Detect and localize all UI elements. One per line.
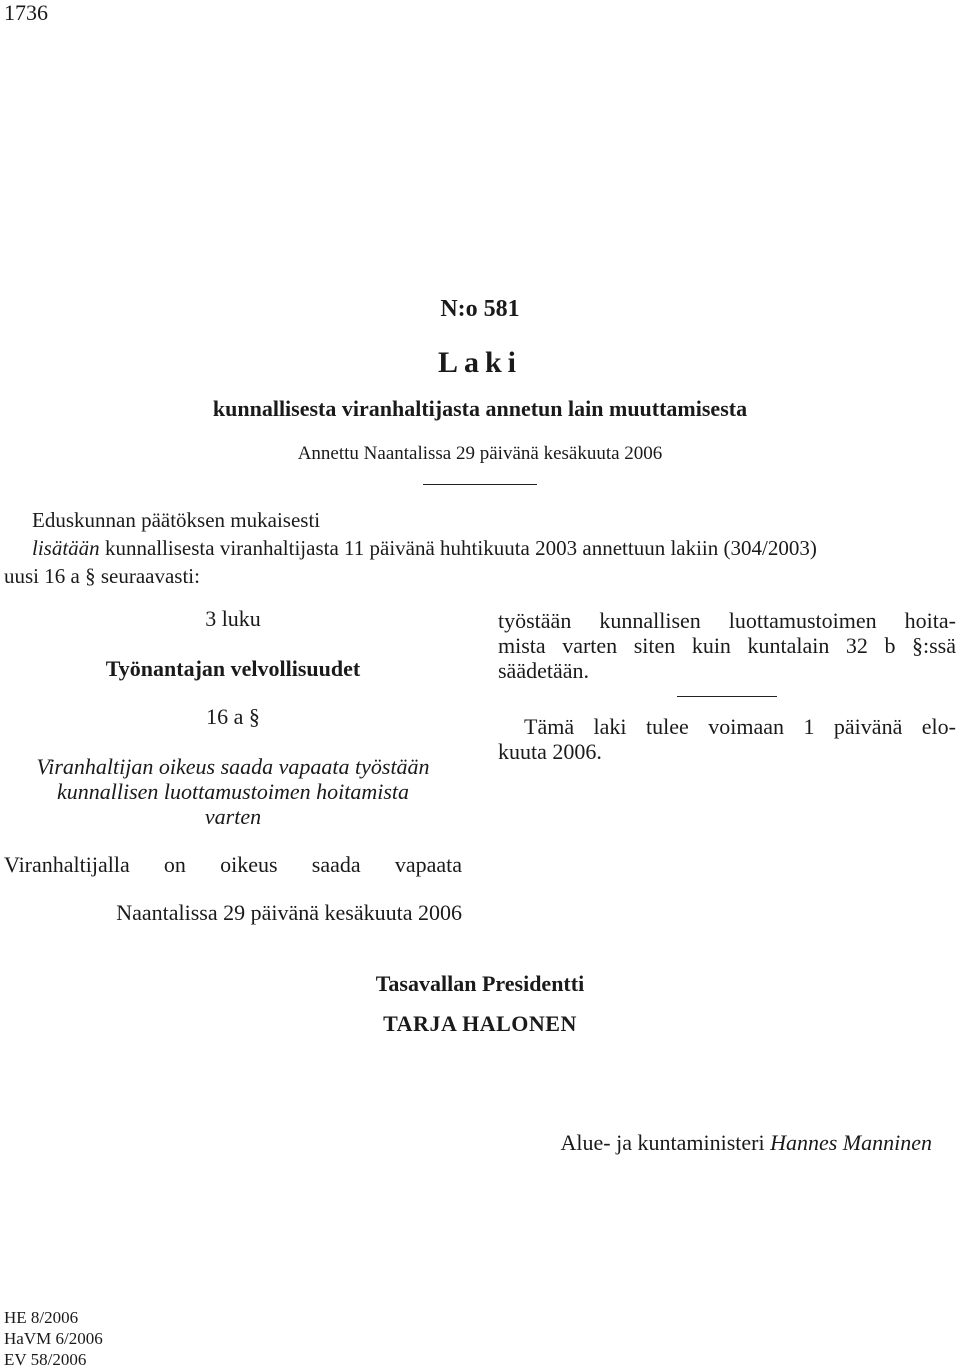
section-heading-line: varten bbox=[204, 804, 262, 829]
president-title: Tasavallan Presidentti bbox=[375, 971, 585, 996]
section-text-line: säädetään. bbox=[498, 658, 589, 683]
president-name: TARJA HALONEN bbox=[383, 1011, 577, 1036]
minister-signature bbox=[561, 1130, 932, 1156]
minister-name: Hannes Manninen bbox=[770, 1130, 932, 1155]
section-text-line: työstään kunnallisen luottamustoimen hoita- bbox=[498, 608, 956, 633]
reference-item: HE 8/2006 bbox=[4, 1308, 79, 1327]
preamble-line-2 bbox=[32, 536, 817, 561]
section-heading-line: kunnallisen luottamustoimen hoitamista bbox=[57, 779, 409, 804]
preamble-line-2-text: kunnallisesta viranhaltijasta 11 päivänä huhtikuuta 2003 annettuun lakiin (304/2003) bbox=[99, 536, 817, 560]
entry-into-force bbox=[498, 714, 956, 764]
section-text-right bbox=[498, 608, 956, 683]
title-divider bbox=[423, 484, 537, 485]
section-heading bbox=[4, 754, 462, 829]
section-divider bbox=[677, 696, 777, 697]
section-number: 16 a § bbox=[206, 704, 260, 729]
document-type: Laki bbox=[437, 346, 523, 379]
entry-into-force-line: kuuta 2006. bbox=[498, 739, 602, 764]
chapter-number: 3 luku bbox=[205, 606, 261, 631]
references bbox=[4, 1307, 103, 1370]
chapter-title: Työnantajan velvollisuudet bbox=[105, 656, 361, 681]
reference-item: HaVM 6/2006 bbox=[4, 1329, 103, 1348]
section-text-line: mista varten siten kuin kuntalain 32 b §:ssä bbox=[498, 633, 956, 658]
act-title: kunnallisesta viranhaltijasta annetun lain muuttamisesta bbox=[212, 396, 748, 421]
signature-place-date: Naantalissa 29 päivänä kesäkuuta 2006 bbox=[116, 900, 462, 925]
preamble-verb: lisätään bbox=[32, 536, 100, 560]
page-number: 1736 bbox=[4, 0, 48, 25]
section-heading-line: Viranhaltijan oikeus saada vapaata työstään bbox=[36, 754, 430, 779]
given-date-line: Annettu Naantalissa 29 päivänä kesäkuuta 2006 bbox=[297, 443, 663, 464]
section-text-left: Viranhaltijalla on oikeus saada vapaata bbox=[4, 852, 462, 877]
preamble-line-1: Eduskunnan päätöksen mukaisesti bbox=[32, 508, 321, 532]
preamble-line-3: uusi 16 a § seuraavasti: bbox=[4, 564, 200, 588]
entry-into-force-line: Tämä laki tulee voimaan 1 päivänä elo- bbox=[524, 714, 956, 739]
minister-title: Alue- ja kuntaministeri bbox=[560, 1130, 771, 1155]
act-number: N:o 581 bbox=[440, 296, 520, 322]
reference-item: EV 58/2006 bbox=[4, 1350, 87, 1369]
